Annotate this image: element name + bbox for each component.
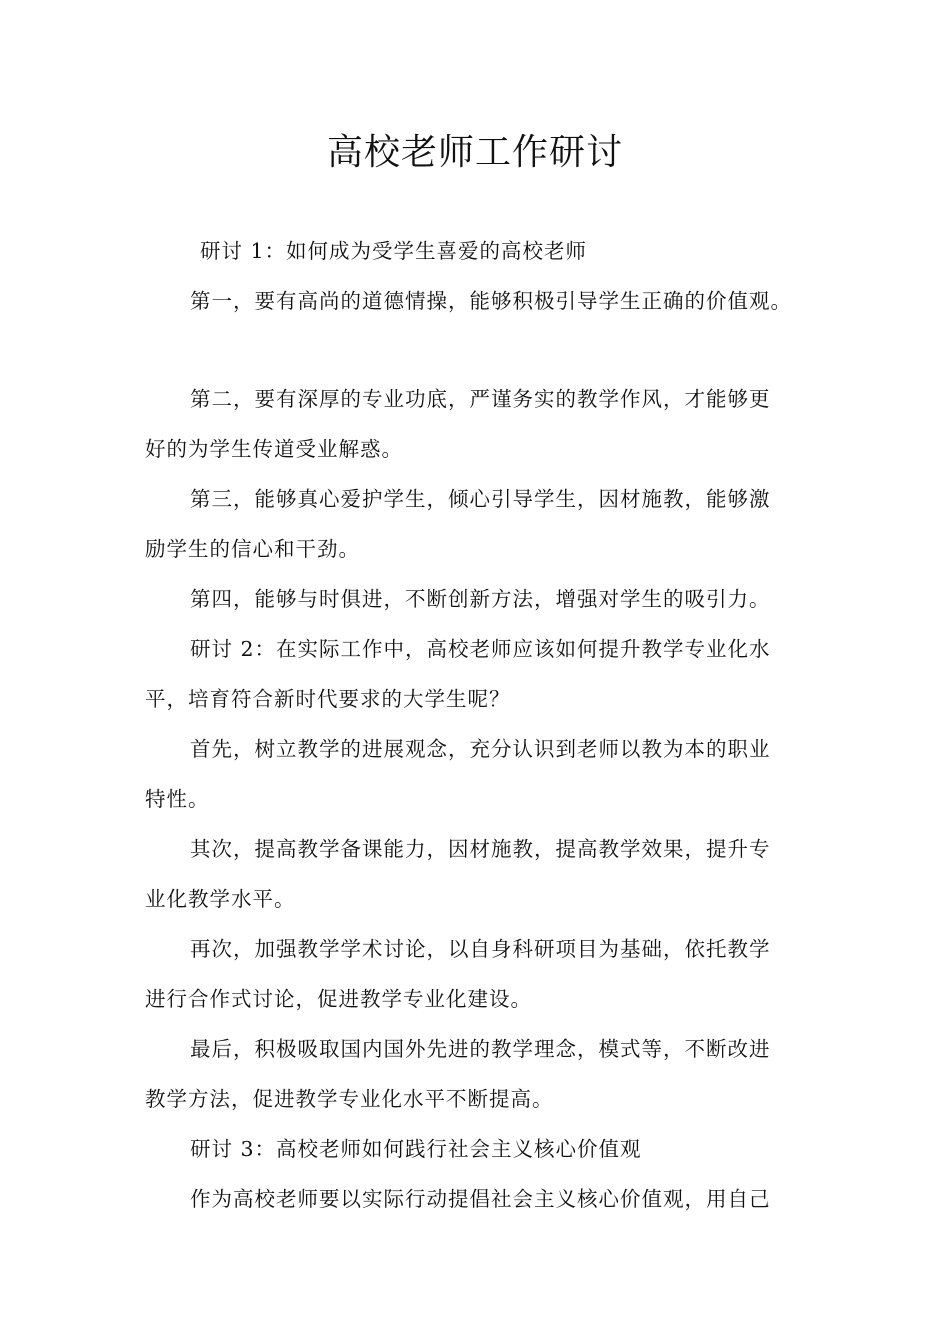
paragraph-line: 其次，提高教学备课能力，因材施教，提高教学效果，提升专 xyxy=(190,837,771,861)
paragraph-line: 第三，能够真心爱护学生，倾心引导学生，因材施教，能够激 xyxy=(190,487,771,511)
paragraph-line: 教学方法，促进教学专业化水平不断提高。 xyxy=(145,1087,554,1111)
paragraph-line: 平，培育符合新时代要求的大学生呢？ xyxy=(145,687,511,711)
paragraph-line: 再次，加强教学学术讨论，以自身科研项目为基础，依托教学 xyxy=(190,937,771,961)
paragraph-line: 好的为学生传道受业解惑。 xyxy=(145,437,403,461)
section-heading-2: 研讨 2：在实际工作中，高校老师应该如何提升教学专业化水 xyxy=(190,637,771,661)
paragraph-line: 第二，要有深厚的专业功底，严谨务实的教学作风，才能够更 xyxy=(190,387,771,411)
section-heading-3: 研讨 3：高校老师如何践行社会主义核心价值观 xyxy=(190,1137,642,1161)
paragraph-line: 第一，要有高尚的道德情操，能够积极引导学生正确的价值观。 xyxy=(190,289,792,313)
section-heading-1: 研讨 1：如何成为受学生喜爱的高校老师 xyxy=(200,239,588,263)
paragraph-line: 最后，积极吸取国内国外先进的教学理念，模式等，不断改进 xyxy=(190,1037,771,1061)
paragraph-line: 特性。 xyxy=(145,787,210,811)
paragraph-line: 励学生的信心和干劲。 xyxy=(145,537,360,561)
paragraph-line: 作为高校老师要以实际行动提倡社会主义核心价值观，用自己 xyxy=(190,1187,771,1211)
paragraph-line: 首先，树立教学的进展观念，充分认识到老师以教为本的职业 xyxy=(190,737,771,761)
paragraph-line: 第四，能够与时俱进，不断创新方法，增强对学生的吸引力。 xyxy=(190,587,771,611)
document-title: 高校老师工作研讨 xyxy=(326,132,623,173)
paragraph-line: 进行合作式讨论，促进教学专业化建设。 xyxy=(145,987,532,1011)
paragraph-line: 业化教学水平。 xyxy=(145,887,296,911)
